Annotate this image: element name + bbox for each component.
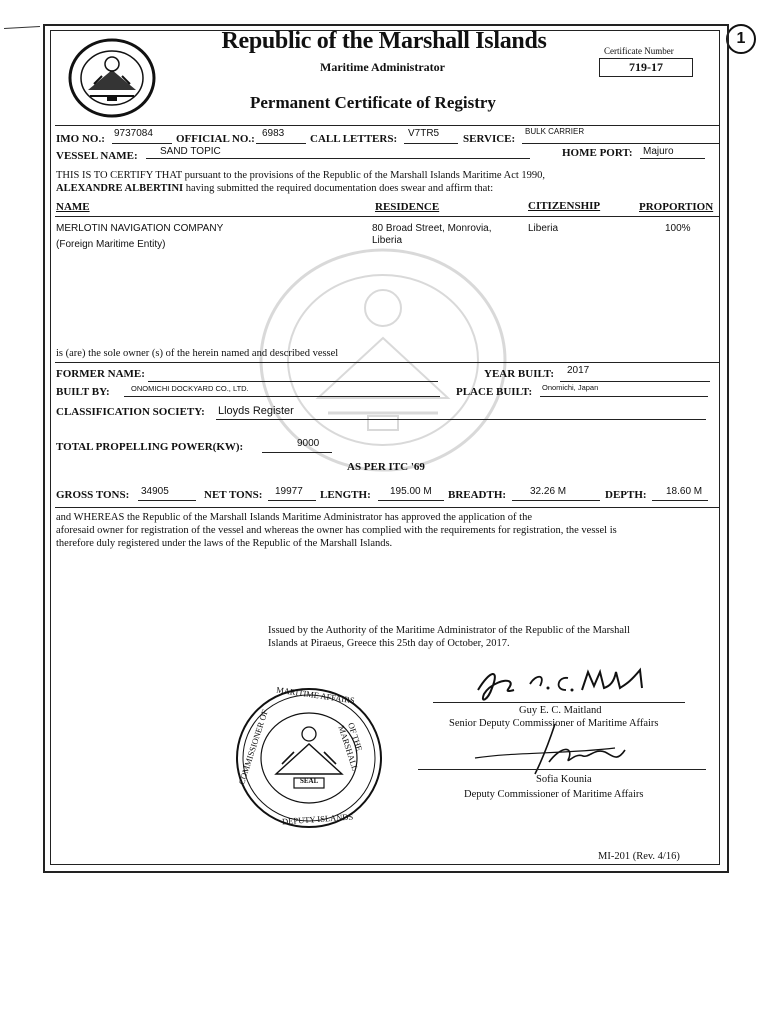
issued-text-2: Islands at Piraeus, Greece this 25th day of October, 2017. — [268, 638, 510, 649]
depth-label: DEPTH: — [605, 489, 647, 501]
divider — [55, 362, 720, 363]
vessel-name-value: SAND TOPIC — [160, 146, 221, 157]
deputy-commissioner-seal — [234, 686, 384, 830]
page-title: Republic of the Marshall Islands — [221, 28, 547, 54]
signatory-2-name: Sofia Kounia — [536, 774, 592, 785]
owner-type: (Foreign Maritime Entity) — [56, 239, 166, 250]
official-no-value: 6983 — [262, 128, 285, 139]
breadth-value: 32.26 M — [530, 486, 567, 497]
vessel-name-label: VESSEL NAME: — [56, 150, 138, 162]
classification-label: CLASSIFICATION SOCIETY: — [56, 406, 205, 418]
signatory-1-title: Senior Deputy Commissioner of Maritime Affairs — [449, 718, 659, 729]
depth-value: 18.60 M — [666, 486, 703, 497]
seal-ring-left: COMMISSIONER OF — [236, 708, 270, 786]
whereas-text-3: therefore duly registered under the laws of the Republic of the Marshall Islands. — [56, 538, 393, 549]
owner-citizenship: Liberia — [528, 223, 559, 234]
whereas-text-2: aforesaid owner for registration of the vessel and whereas the owner has complied with the requirements for registration, the vessel is — [56, 525, 617, 536]
built-by-label: BUILT BY: — [56, 386, 110, 398]
certify-text-2 — [56, 183, 493, 194]
call-letters-label: CALL LETTERS: — [310, 133, 398, 145]
declarant-name: ALEXANDRE ALBERTINI — [56, 183, 184, 194]
divider — [55, 125, 720, 126]
issued-text-1: Issued by the Authority of the Maritime Administrator of the Republic of the Marshall — [268, 625, 630, 636]
seal-center: SEAL — [300, 777, 319, 785]
owners-header-citizenship: CITIZENSHIP — [528, 200, 601, 212]
itc-note: AS PER ITC '69 — [347, 461, 425, 473]
owners-header-name: NAME — [56, 201, 90, 213]
imo-label: IMO NO.: — [56, 133, 105, 145]
home-port-label: HOME PORT: — [562, 147, 633, 159]
owners-header-residence: RESIDENCE — [375, 201, 440, 213]
owner-residence-2: Liberia — [372, 235, 403, 246]
classification-value: Lloyds Register — [218, 405, 294, 417]
propelling-power-value: 9000 — [297, 438, 320, 449]
page-subtitle: Maritime Administrator — [320, 60, 445, 74]
watermark-seal-icon — [258, 248, 508, 473]
year-built-value: 2017 — [567, 365, 590, 376]
built-by-value: ONOMICHI DOCKYARD CO., LTD. — [131, 384, 249, 393]
official-no-label: OFFICIAL NO.: — [176, 133, 255, 145]
document-title: Permanent Certificate of Registry — [250, 93, 496, 112]
breadth-label: BREADTH: — [448, 489, 507, 501]
seal-ring-top: MARITIME AFFAIRS — [275, 684, 356, 706]
divider — [55, 507, 720, 508]
certify-text-2-rest: having submitted the required documentation does swear and affirm that: — [185, 183, 494, 194]
owners-header-proportion: PROPORTION — [639, 201, 714, 213]
net-tons-label: NET TONS: — [204, 489, 263, 501]
seal-ring-bottom: DEPUTY ISLANDS — [281, 811, 354, 827]
home-port-value: Majuro — [643, 146, 674, 157]
net-tons-value: 19977 — [275, 486, 303, 497]
service-label: SERVICE: — [463, 133, 516, 145]
whereas-text-1: and WHEREAS the Republic of the Marshall Islands Maritime Administrator has approved the application of the — [56, 512, 532, 523]
signature-maitland — [470, 660, 670, 705]
service-value: BULK CARRIER — [525, 127, 585, 136]
corner-page-mark: 1 — [726, 24, 756, 54]
certificate-number: 719-17 — [599, 58, 693, 77]
gross-tons-label: GROSS TONS: — [56, 489, 130, 501]
watermark-seal — [258, 248, 508, 473]
seal-ring-right: OF THE MARSHALL — [336, 721, 365, 772]
place-built-label: PLACE BUILT: — [456, 386, 533, 398]
imo-value: 9737084 — [114, 128, 153, 139]
certify-text: THIS IS TO CERTIFY THAT pursuant to the provisions of the Republic of the Marshall Islands Maritime Act 1990, — [56, 170, 546, 181]
divider — [55, 216, 720, 217]
propelling-power-label: TOTAL PROPELLING POWER(KW): — [56, 441, 244, 453]
form-id: MI-201 (Rev. 4/16) — [598, 851, 680, 862]
signatory-1-name: Guy E. C. Maitland — [519, 705, 602, 716]
signatory-2-title: Deputy Commissioner of Maritime Affairs — [464, 789, 644, 800]
certificate-number-label: Certificate Number — [604, 46, 674, 56]
year-built-label: YEAR BUILT: — [484, 368, 554, 380]
call-letters-value: V7TR5 — [408, 128, 440, 139]
former-name-label: FORMER NAME: — [56, 368, 145, 380]
place-built-value: Onomichi, Japan — [542, 383, 599, 392]
length-label: LENGTH: — [320, 489, 371, 501]
owner-residence-1: 80 Broad Street, Monrovia, — [372, 223, 492, 234]
gross-tons-value: 34905 — [141, 486, 169, 497]
owner-proportion: 100% — [665, 223, 691, 234]
sole-owner-text: is (are) the sole owner (s) of the herein named and described vessel — [56, 348, 339, 359]
length-value: 195.00 M — [390, 486, 432, 497]
owner-name: MERLOTIN NAVIGATION COMPANY — [56, 223, 224, 234]
